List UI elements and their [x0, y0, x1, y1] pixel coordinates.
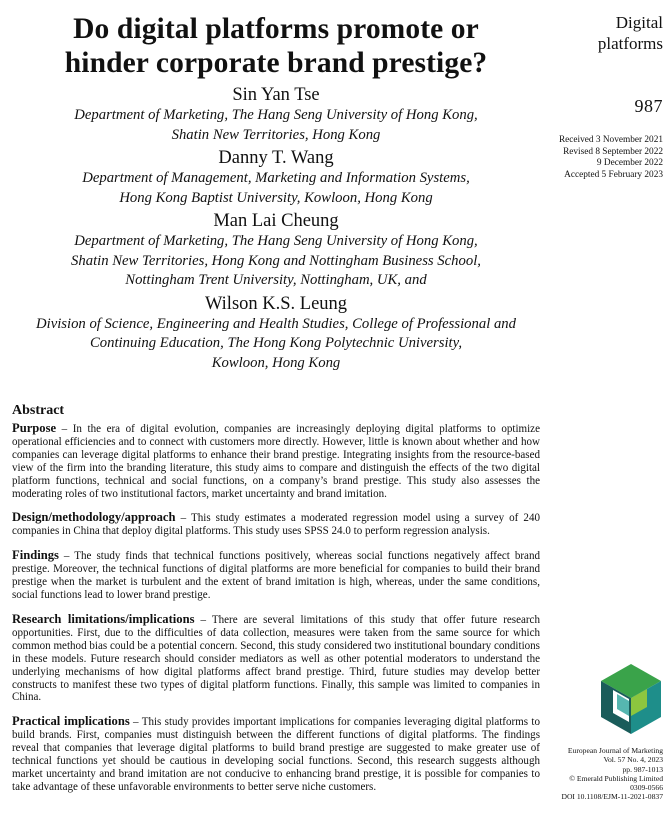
margin-sidebar [555, 12, 663, 181]
author-block [12, 84, 540, 145]
date-line: Accepted 5 February 2023 [564, 169, 663, 180]
abstract-section-findings [12, 549, 540, 602]
journal-line: 0309-0566 [630, 783, 663, 793]
emerald-logo-icon [599, 662, 663, 736]
author-name: Danny T. Wang [218, 148, 334, 168]
author-affiliation [12, 169, 540, 208]
section-label: Findings [12, 548, 59, 563]
date-line: Received 3 November 2021 [558, 135, 663, 145]
section-label: Research limitations/implications [12, 612, 195, 627]
affiliation-line: Nottingham Trent University, Nottingham, UK, and [125, 272, 427, 288]
section-text: – The study finds that technical functions positively, whereas social functions negatively affect brand prestige. Moreover, the technical functions of digital platforms are more beneficial for companies to build their brand prestige when the market is turbulent and the extent of brand imitation is high, whereas, under the same conditions, social functions lead to lower brand prestige. [12, 550, 540, 602]
author-name: Man Lai Cheung [213, 211, 339, 231]
article-header [12, 12, 540, 375]
affiliation-line: Shatin New Territories, Hong Kong and Nottingham Business School, [71, 252, 481, 269]
running-title-line: Digital [615, 13, 663, 32]
affiliation-line: Division of Science, Engineering and Health Studies, College of Professional and [36, 315, 516, 332]
affiliation-line: Kowloon, Hong Kong [211, 354, 341, 371]
abstract-heading: Abstract [12, 403, 65, 418]
title-line: Do digital platforms promote or [73, 13, 479, 45]
abstract-section-purpose [12, 422, 540, 500]
section-label: Practical implications [12, 714, 130, 729]
author-name: Wilson K.S. Leung [204, 293, 348, 314]
affiliation-line: Shatin New Territories, Hong Kong [171, 126, 381, 143]
author-affiliation [12, 315, 540, 374]
author-block [12, 147, 540, 208]
affiliation-line: Department of Management, Marketing and Information Systems, [82, 170, 470, 186]
date-line: Revised 8 September 2022 [563, 146, 663, 157]
author-name: Sin Yan Tse [232, 85, 320, 105]
affiliation-line: Continuing Education, The Hong Kong Polytechnic University, [89, 335, 463, 351]
date-line: 9 December 2022 [596, 158, 663, 169]
page-number: 987 [634, 96, 663, 116]
journal-line: Vol. 57 No. 4, 2023 [603, 755, 663, 765]
journal-line: pp. 987-1013 [622, 764, 663, 774]
affiliation-line: Department of Marketing, The Hang Seng University of Hong Kong, [74, 233, 478, 249]
affiliation-line: Hong Kong Baptist University, Kowloon, Hong Kong [119, 189, 433, 206]
article-history-dates [555, 135, 663, 181]
journal-line: European Journal of Marketing [567, 746, 663, 755]
section-text: – In the era of digital evolution, companies are increasingly deploying digital platforms to optimize operational efficiencies and to connect with customers more directly. However, little is known about whether and how companies can leverage digital platforms to enhance their brand prestige. Integrating insights from the resource-based view of the firm into the branding literature, this study aims to compare and distinguish the effects of the two digital platform functions, technical and social functions, on a company’s brand prestige. This study also assesses the moderating roles of two institutional factors, market uncertainty and brand imitation. [12, 423, 540, 500]
author-block [12, 293, 540, 374]
section-label: Purpose [12, 421, 57, 435]
affiliation-line: Department of Marketing, The Hang Seng University of Hong Kong, [74, 107, 478, 123]
title-line: hinder corporate brand prestige? [64, 47, 488, 79]
section-label: Design/methodology/approach [12, 510, 176, 525]
abstract-section-design [12, 511, 540, 538]
author-affiliation [12, 106, 540, 145]
running-title-line: platforms [597, 34, 663, 53]
section-text: – There are several limitations of this study that offer future research opportunities. First, due to the difficulties of data collection, measures were taken from the same source for which common method bias could be a potential concern. Second, this study considered two institutional boundary conditions in these models. Future research should consider mediators as well as other potential moderators to understand the underlying mechanisms of how digital platforms affect brand prestige. Third, future studies may develop better constructs to manifest these two types of digital platform functions. Finally, this sample was limited to companies in China. [12, 614, 540, 704]
journal-info [555, 746, 663, 802]
abstract-section-practical [12, 715, 540, 793]
author-affiliation [12, 232, 540, 291]
article-title [12, 12, 540, 80]
journal-line: © Emerald Publishing Limited [569, 773, 663, 783]
section-text: – This study provides important implications for companies leveraging digital platforms to build brands. First, companies must distinguish between the different functions of digital platforms. The findings reveal that companies that leverage digital platforms to build brand prestige are suggested to make greater use of technical functions yet should be cautious in developing social functions. Second, this research suggests although market uncertainty and brand imitation are not conducive to enhancing brand prestige, it is possible for companies to take advantage of these unfavorable environments to better serve niche customers. [12, 716, 540, 793]
abstract [12, 402, 540, 797]
section-text: – This study estimates a moderated regression model using a survey of 240 companies in China that deploy digital platforms. This study uses SPSS 24.0 to perform regression analysis. [12, 512, 540, 538]
section-running-title [555, 12, 663, 54]
author-block [12, 210, 540, 291]
journal-line: DOI 10.1108/EJM-11-2021-0837 [561, 792, 663, 802]
abstract-section-limitations [12, 613, 540, 704]
